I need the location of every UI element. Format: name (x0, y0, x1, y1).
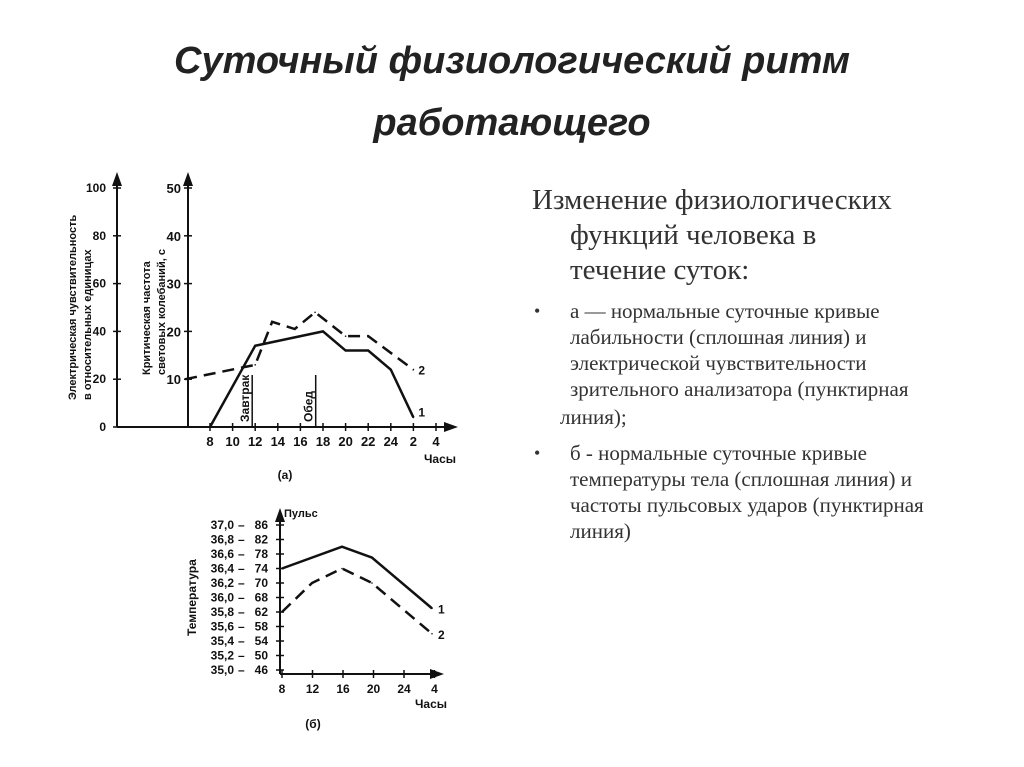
b-right-tick-label: 86 (254, 518, 268, 532)
bullet-a (532, 298, 972, 402)
a-x-tick-label: 18 (315, 434, 331, 449)
b-tick-separator: – (238, 518, 245, 532)
a-left-tick-label: 20 (92, 372, 106, 387)
b-left-tick-label: 35,0 (210, 663, 234, 677)
a-left-tick-label: 80 (92, 228, 106, 243)
b-series-2-point (341, 568, 343, 570)
a-left-tick-label: 0 (99, 420, 106, 434)
a-series-2-label: 2 (418, 363, 426, 378)
a-left-tick-label: 100 (85, 181, 106, 195)
bullet-a-continuation: линия); (560, 405, 627, 429)
a-left-tick-label: 60 (92, 276, 106, 291)
b-tick-separator: – (238, 634, 245, 648)
a-x-tick-label: 4 (432, 434, 440, 449)
a-left-axis-label-1: Электрическая чувствительность (67, 214, 79, 400)
b-x-tick-label: 24 (397, 682, 411, 696)
a-right-tick-label: 10 (166, 372, 181, 388)
b-series-2-point (311, 582, 313, 584)
b-left-tick-label: 37,0 (210, 518, 234, 532)
b-series-2-point (281, 611, 283, 613)
b-x-axis-arrow (430, 669, 444, 679)
b-x-tick-label: 12 (305, 682, 320, 696)
b-right-tick-label: 46 (254, 663, 268, 677)
description-heading-line1: Изменение физиологических (532, 184, 892, 216)
a-x-tick-label: 22 (360, 434, 376, 449)
b-x-tick-label: 8 (278, 682, 286, 696)
b-right-tick-label: 74 (254, 561, 268, 576)
a-x-tick-label: 16 (293, 434, 308, 449)
a-right-axis-label-2: световых колебаний, с (156, 249, 168, 375)
a-right-tick-label: 20 (166, 324, 181, 340)
b-series-1-point (341, 546, 343, 548)
b-right-tick-label: 78 (254, 547, 268, 561)
a-x-tick-label: 14 (270, 434, 286, 449)
b-right-tick-label: 58 (254, 619, 268, 634)
a-x-unit-label: Часы (423, 452, 457, 466)
b-x-tick-label: 20 (366, 682, 381, 696)
b-tick-separator: – (238, 532, 245, 547)
b-pulse-label: Пульс (284, 508, 318, 520)
b-x-tick-label: 4 (431, 682, 438, 696)
b-series-1-point (281, 568, 283, 570)
description-heading-line3: течение суток: (570, 254, 750, 286)
a-right-tick-label: 30 (166, 276, 181, 292)
b-tick-separator: – (238, 576, 245, 590)
b-tick-separator: – (238, 590, 245, 605)
b-series-2-line (282, 569, 432, 634)
b-right-tick-label: 68 (254, 590, 268, 605)
a-x-tick-label: 2 (409, 434, 418, 449)
b-right-tick-label: 82 (254, 532, 268, 547)
a-right-tick-label: 40 (166, 228, 181, 244)
b-tick-separator: – (238, 619, 245, 634)
b-series-1-point (371, 557, 373, 559)
b-series-2-point (371, 582, 373, 584)
a-x-tick-label: 10 (225, 434, 240, 449)
b-left-tick-label: 35,6 (210, 619, 234, 634)
a-series-1-label: 1 (418, 405, 426, 420)
bullet-a-text: а — нормальные суточные кривые лабильности (сплошная линия) и электрической чувствительности зрительного анализатора (пунктирная (570, 299, 909, 401)
b-left-tick-label: 35,4 (210, 634, 234, 648)
b-tick-separator: – (238, 648, 245, 663)
a-x-tick-label: 8 (206, 434, 214, 449)
b-y-axis-label: Температура (185, 559, 199, 636)
a-annotation-label: Обед (301, 390, 316, 422)
b-left-tick-label: 35,8 (210, 605, 234, 619)
a-panel-label: (а) (277, 468, 293, 482)
b-series-1-point (431, 608, 433, 610)
b-series-2-point (431, 633, 433, 635)
b-series-1-line (282, 547, 432, 609)
b-right-tick-label: 54 (254, 634, 268, 648)
b-series-1-label: 1 (438, 602, 445, 617)
a-x-tick-label: 24 (383, 434, 399, 449)
b-panel-label: (б) (305, 717, 321, 731)
b-right-tick-label: 62 (254, 605, 268, 619)
bullet-b-text: б - нормальные суточные кривые температуры тела (сплошная линия) и частоты пульсовых ударов (пунктирная линия) (570, 441, 924, 543)
a-right-axis-label-1: Критическая частота (141, 261, 153, 375)
a-x-tick-label: 20 (338, 434, 353, 449)
b-right-tick-label: 70 (254, 576, 268, 590)
description-heading (532, 183, 972, 288)
description-panel (532, 183, 972, 544)
b-right-tick-label: 50 (254, 648, 268, 663)
b-left-tick-label: 35,2 (210, 648, 234, 663)
description-heading-line2: функций человека в (570, 219, 817, 251)
a-left-axis-label-2: в относительных единицах (82, 249, 94, 400)
b-tick-separator: – (238, 663, 245, 677)
b-x-unit-label: Часы (414, 697, 448, 711)
b-left-tick-label: 36,4 (210, 561, 234, 576)
a-annotation-label: Завтрак (238, 374, 253, 422)
b-left-tick-label: 36,6 (210, 547, 234, 561)
a-right-tick-label: 50 (166, 181, 181, 196)
b-tick-separator: – (238, 605, 245, 619)
bullet-b (532, 440, 972, 544)
bullet-a-marker: • (534, 301, 541, 321)
slide-title: Суточный физиологический ритм работающего (174, 40, 850, 144)
bullet-b-marker: • (534, 443, 541, 463)
b-series-2-label: 2 (438, 627, 445, 642)
b-left-tick-label: 36,0 (210, 590, 234, 605)
b-tick-separator: – (238, 547, 245, 561)
b-left-tick-label: 36,2 (210, 576, 234, 590)
b-x-tick-label: 16 (336, 682, 350, 696)
b-tick-separator: – (238, 561, 245, 576)
a-x-tick-label: 12 (247, 434, 263, 449)
a-left-tick-label: 40 (92, 324, 106, 339)
b-left-tick-label: 36,8 (210, 532, 234, 547)
